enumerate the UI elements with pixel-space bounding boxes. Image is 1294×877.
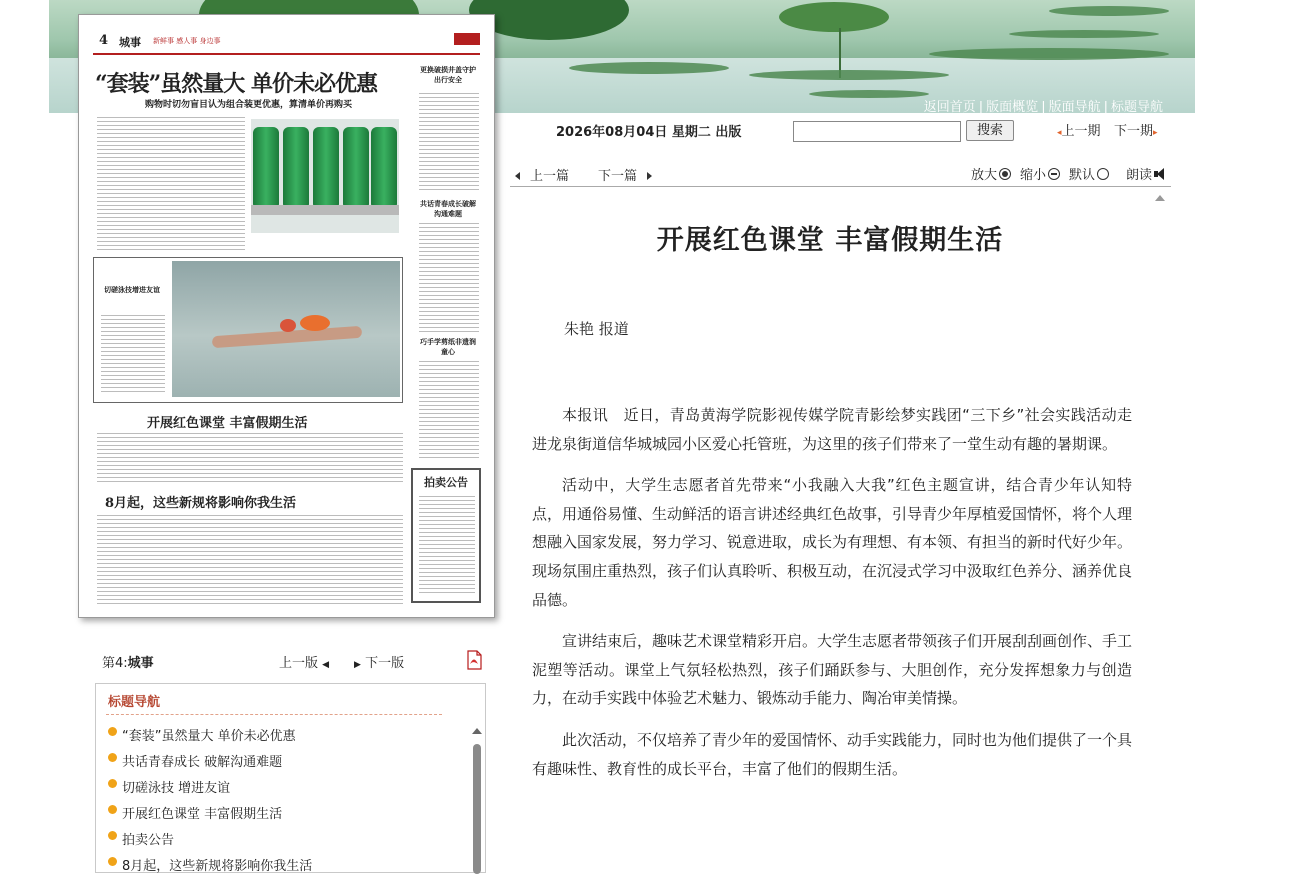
title-nav-item[interactable] (108, 799, 312, 825)
title-nav-item[interactable] (108, 747, 312, 773)
np-text-block (97, 433, 403, 485)
np-text-block (97, 515, 403, 607)
prev-page-label: 上一版 (279, 656, 319, 671)
article-paragraph: 活动中，大学生志愿者首先带来“小我融入大我”红色主题宣讲，结合青少年认知特点，用通俗易懂、生动鲜活的语言讲述经典红色故事，引导青少年厚植爱国情怀，将个人理想融入国家发展，努力学习、锐意进取，成长为有理想、有本领、有担当的新时代好少年。现场氛围庄重热烈，孩子们认真聆听、积极互动，在沉浸式学习中汲取红色养分、涵养优良品德。 (532, 476, 1133, 609)
article-paragraph: 宣讲结束后，趣味艺术课堂精彩开启。大学生志愿者带领孩子们开展刮刮画创作、手工泥塑等活动。课堂上气氛轻松热烈，孩子们踊跃参与、大胆创作，充分发挥想象力与创造力，在动手实践中体验艺术魅力、锻炼动手能力、陶冶审美情操。 (532, 632, 1133, 708)
title-nav-box (95, 683, 486, 873)
banner-lotus-leaf (779, 2, 889, 32)
triangle-left-icon (515, 172, 520, 180)
banner-lily-pad (569, 62, 729, 74)
title-nav-item-label: 拍卖公告 (122, 832, 175, 848)
banner-lily-pad (1009, 30, 1159, 38)
bullet-icon (108, 727, 117, 736)
zoom-out-icon (1048, 168, 1060, 180)
np-photo-drinks (251, 119, 399, 233)
title-nav-item-label: 开展红色课堂 丰富假期生活 (122, 806, 283, 822)
np-box-story[interactable]: 切磋泳技增进友谊 (104, 286, 160, 294)
bullet-icon (108, 779, 117, 788)
bullet-icon (108, 753, 117, 762)
default-size-button[interactable] (1069, 164, 1109, 183)
divider (106, 714, 442, 715)
zoom-in-label: 放大 (971, 168, 998, 183)
speaker-icon (1154, 167, 1168, 181)
article-title: 开展红色课堂 丰富假期生活 (656, 225, 1004, 256)
page-nav-link[interactable]: 版面导航 (1048, 100, 1101, 115)
title-nav-heading: 标题导航 (108, 695, 161, 710)
newspaper-page-image[interactable] (78, 14, 495, 618)
banner-lily-pad (1049, 6, 1169, 16)
banner-lily-pad (749, 70, 949, 80)
np-side-story-2[interactable]: 共话青春成长破解沟通难题 (420, 200, 476, 218)
next-article-label: 下一篇 (598, 169, 638, 184)
article-toolbar (510, 160, 1171, 187)
np-header (93, 33, 480, 55)
article-scroll-up-icon[interactable] (1155, 195, 1165, 201)
prev-page-link[interactable] (279, 652, 329, 671)
np-subheadline: 购物时切勿盲目认为组合装更优惠，算清单价再购买 (145, 100, 353, 110)
np-story-5[interactable]: 8月起，这些新规将影响你我生活 (105, 496, 297, 511)
default-label: 默认 (1069, 168, 1096, 183)
zoom-in-icon (999, 168, 1011, 180)
default-icon (1097, 168, 1109, 180)
page-overview-link[interactable]: 版面概览 (986, 100, 1039, 115)
next-page-link[interactable] (354, 652, 404, 671)
page-info (102, 652, 154, 671)
np-side-story-3[interactable]: 巧手学剪纸非遗润童心 (420, 338, 476, 356)
title-nav-item[interactable] (108, 851, 312, 877)
scroll-up-icon[interactable] (472, 728, 482, 734)
read-aloud-button[interactable] (1126, 164, 1168, 183)
np-ad-box[interactable] (411, 468, 481, 603)
np-text-block (419, 496, 475, 596)
scroll-thumb[interactable] (473, 744, 481, 874)
prev-article-label: 上一篇 (530, 169, 570, 184)
triangle-right-icon (647, 172, 652, 180)
np-side-story-1[interactable]: 更换破损井盖守护出行安全 (420, 66, 476, 84)
next-article-link[interactable] (598, 165, 652, 184)
title-nav-item-label: 8月起，这些新规将影响你我生活 (122, 858, 313, 874)
title-nav-item[interactable] (108, 825, 312, 851)
bullet-icon (108, 805, 117, 814)
title-nav-item[interactable] (108, 773, 312, 799)
np-text-block (101, 315, 165, 395)
np-page-number: 4 (99, 33, 109, 48)
np-headline[interactable]: “套装”虽然量大 单价未必优惠 (95, 71, 377, 97)
chevron-right-icon: ▶ (354, 660, 361, 670)
bullet-icon (108, 857, 117, 866)
title-nav-item-label: 共话青春成长 破解沟通难题 (122, 754, 283, 770)
issue-date: 2026年08月04日 星期二 出版 (556, 125, 742, 140)
zoom-out-button[interactable] (1020, 164, 1060, 183)
np-text-block (419, 93, 479, 193)
banner-lily-pad (929, 48, 1169, 60)
page-name: 城事 (127, 656, 154, 671)
np-ad-title: 拍卖公告 (424, 476, 468, 489)
read-aloud-label: 朗读 (1126, 168, 1153, 183)
bullet-icon (108, 831, 117, 840)
np-text-block (97, 117, 245, 251)
next-issue-label: 下一期 (1114, 124, 1154, 139)
pdf-icon[interactable] (464, 650, 484, 670)
article-paragraph: 此次活动，不仅培养了青少年的爱国情怀、动手实践能力，同时也为他们提供了一个具有趣味性、教育性的成长平台，丰富了他们的假期生活。 (532, 730, 1133, 778)
next-page-label: 下一版 (365, 656, 405, 671)
zoom-in-button[interactable] (971, 164, 1011, 183)
home-link[interactable]: 返回首页 (923, 100, 976, 115)
title-nav-scrollbar[interactable] (471, 724, 482, 874)
title-nav-item[interactable] (108, 721, 312, 747)
zoom-out-label: 缩小 (1020, 168, 1047, 183)
article-paragraph: 本报讯 近日，青岛黄海学院影视传媒学院青影绘梦实践团“三下乡”社会实践活动走进龙泉街道信华城城园小区爱心托管班，为这里的孩子们带来了一堂生动有趣的暑期课。 (532, 406, 1132, 453)
np-photo-swimmer (172, 261, 400, 397)
article-body (532, 401, 1132, 796)
title-nav-item-label: “套装”虽然量大 单价未必优惠 (122, 728, 296, 744)
chevron-left-icon: ◂ (1057, 128, 1062, 138)
search-button[interactable]: 搜索 (966, 120, 1014, 141)
chevron-left-icon: ◀ (322, 660, 330, 670)
chevron-right-icon: ▸ (1153, 128, 1158, 138)
search-input[interactable] (793, 121, 961, 142)
prev-article-link[interactable] (515, 165, 569, 184)
page-label: 第4: (102, 656, 128, 671)
np-logo (454, 33, 480, 45)
title-nav-link[interactable]: 标题导航 (1110, 100, 1163, 115)
next-issue-link[interactable] (1114, 120, 1158, 139)
banner-lily-pad (809, 90, 929, 98)
title-nav-list (108, 721, 312, 877)
np-text-block (419, 223, 479, 333)
article-author: 朱艳 报道 (564, 320, 629, 338)
prev-issue-link[interactable] (1057, 120, 1101, 139)
prev-issue-label: 上一期 (1061, 124, 1101, 139)
title-nav-item-label: 切磋泳技 增进友谊 (122, 780, 231, 796)
top-links: 返回首页 | 版面概览 | 版面导航 | 标题导航 (923, 100, 1163, 115)
np-story-4[interactable]: 开展红色课堂 丰富假期生活 (147, 416, 308, 431)
np-section: 城事 (119, 36, 141, 49)
np-slogan: 新鲜事 感人事 身边事 (153, 37, 221, 45)
np-text-block (419, 361, 479, 461)
